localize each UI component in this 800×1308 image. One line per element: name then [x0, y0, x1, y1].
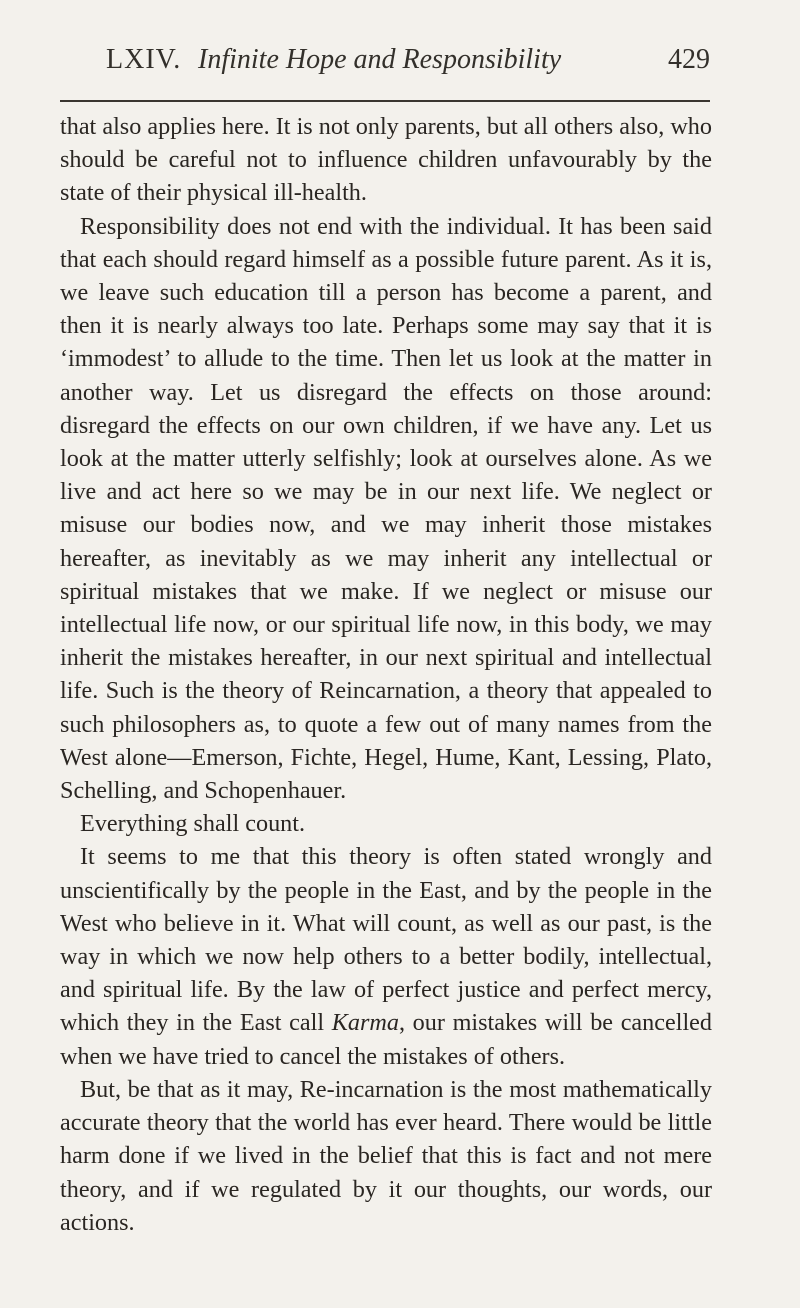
- paragraph-5: But, be that as it may, Re-incarnation is the most mathematically accurate theory that the world has ever heard. There would be little harm done if we lived in the belief that this is fact and not mere theory, and if we regulated by it our thoughts, our words, our actions.: [60, 1075, 712, 1236]
- paragraph-4: [60, 840, 712, 1072]
- paragraph-4-text-after: , our mistakes will be cancelled when we have tried to cancel the mistakes of others.: [60, 1009, 713, 1070]
- body-text: [60, 110, 712, 1239]
- paragraph-4-text-before: It seems to me that this theory is often stated wrongly and unscientifically by the people in the East, and by the people in the West who believe in it. What will count, as well as our past, is the way in which we now help others to a better bodily, intellectual, and spiritual life. By the law of perfect justice and perfect mercy, which they in the East call: [60, 843, 712, 1037]
- karma-term: Karma: [331, 1009, 399, 1037]
- paragraph-1: that also applies here. It is not only parents, but all others also, who should be careful not to influence children unfavourably by the state of their physical ill-health.: [60, 113, 712, 207]
- page-number: 429: [668, 44, 710, 75]
- header-rule: [60, 100, 710, 102]
- chapter-number: LXIV.: [106, 44, 182, 75]
- running-header: [60, 44, 710, 92]
- paragraph-3: Everything shall count.: [80, 810, 306, 838]
- chapter-title: Infinite Hope and Responsibility: [198, 44, 562, 75]
- paragraph-2: Responsibility does not end with the individual. It has been said that each should regard himself as a possible future parent. As it is, we leave such education till a person has become a parent, and then it is nearly always too late. Perhaps some may say that it is ‘immodest’ to allude to the time. Then let us look at the matter in another way. Let us disregard the effects on those around: disregard the effects on our own children, if we have any. Let us look at the matter utterly selfishly; look at ourselves alone. As we live and act here so we may be in our next life. We neglect or misuse our bodies now, and we may inherit those mistakes hereafter, as inevitably as we may inherit any intellectual or spiritual mistakes that we make. If we neglect or misuse our intellectual life now, or our spiritual life now, in this body, we may inherit the mistakes hereafter, in our next spiritual and intellectual life. Such is the theory of Reincarnation, a theory that appealed to such philosophers as, to quote a few out of many names from the West alone—Emerson, Fichte, Hegel, Hume, Kant, Lessing, Plato, Schelling, and Schopenhauer.: [60, 212, 712, 805]
